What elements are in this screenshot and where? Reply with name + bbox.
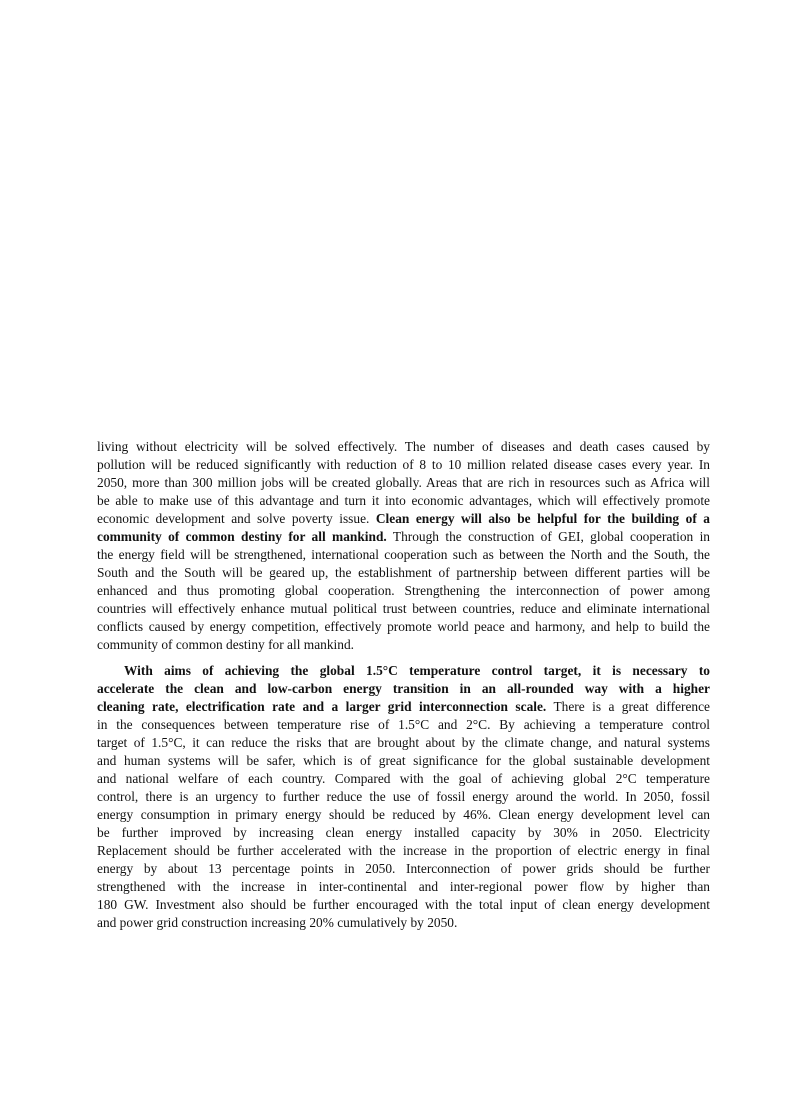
text-line <box>97 510 710 528</box>
body-text: South and the South will be geared up, the establishment of partnership between different parties will be <box>97 565 710 580</box>
body-text: and human systems will be safer, which is of great significance for the global sustainable development <box>97 753 710 768</box>
text-line <box>97 564 710 582</box>
text-line <box>97 914 710 932</box>
body-text: control, there is an urgency to further reduce the use of fossil energy around the world. In 2050, fossil <box>97 789 710 804</box>
body-text: living without electricity will be solved effectively. The number of diseases and death cases caused by <box>97 439 710 454</box>
text-line <box>97 824 710 842</box>
text-line <box>97 474 710 492</box>
text-line <box>97 680 710 698</box>
body-text: Through the construction of GEI, global cooperation in <box>386 529 710 544</box>
text-line <box>97 734 710 752</box>
body-text: energy consumption in primary energy should be reduced by 46%. Clean energy development level can <box>97 807 710 822</box>
body-text: in the consequences between temperature rise of 1.5°C and 2°C. By achieving a temperature control <box>97 717 710 732</box>
bold-text: With aims of achieving the global 1.5°C temperature control target, it is necessary to <box>124 663 710 678</box>
bold-text: accelerate the clean and low-carbon energy transition in an all-rounded way with a higher <box>97 681 710 696</box>
bold-text: cleaning rate, electrification rate and a larger grid interconnection scale. <box>97 699 547 714</box>
body-text: be able to make use of this advantage and turn it into economic advantages, which will effectively promote <box>97 493 710 508</box>
bold-text: Clean energy will also be helpful for the building of a <box>375 511 710 526</box>
text-line <box>97 528 710 546</box>
body-text: countries will effectively enhance mutual political trust between countries, reduce and eliminate international <box>97 601 710 616</box>
body-text: target of 1.5°C, it can reduce the risks that are brought about by the climate change, and natural systems <box>97 735 710 750</box>
text-line <box>97 770 710 788</box>
paragraph <box>97 438 710 654</box>
text-line <box>97 878 710 896</box>
body-text: economic development and solve poverty issue. <box>97 511 376 526</box>
body-text: enhanced and thus promoting global cooperation. Strengthening the interconnection of power among <box>97 583 710 598</box>
text-line <box>97 600 710 618</box>
bold-text: community of common destiny for all mankind. <box>97 529 387 544</box>
body-text: strengthened with the increase in inter-continental and inter-regional power flow by higher than <box>97 879 710 894</box>
body-text: There is a great difference <box>546 699 711 714</box>
text-line <box>97 546 710 564</box>
text-line <box>97 492 710 510</box>
text-line <box>97 438 710 456</box>
text-line <box>97 582 710 600</box>
paragraph <box>97 662 710 932</box>
text-line <box>97 698 710 716</box>
text-line <box>97 806 710 824</box>
body-text: community of common destiny for all mankind. <box>97 637 354 652</box>
text-line <box>97 896 710 914</box>
body-text: the energy field will be strengthened, international cooperation such as between the North and the South, the <box>97 547 710 562</box>
text-line <box>97 860 710 878</box>
body-text: 2050, more than 300 million jobs will be created globally. Areas that are rich in resources such as Africa will <box>97 475 710 490</box>
body-text: energy by about 13 percentage points in 2050. Interconnection of power grids should be further <box>97 861 710 876</box>
body-text: and power grid construction increasing 20% cumulatively by 2050. <box>97 915 458 930</box>
text-line <box>97 752 710 770</box>
body-text: 180 GW. Investment also should be further encouraged with the total input of clean energy development <box>97 897 710 912</box>
text-line <box>97 618 710 636</box>
body-text: Replacement should be further accelerated with the increase in the proportion of electric energy in final <box>97 843 710 858</box>
body-text: conflicts caused by energy competition, effectively promote world peace and harmony, and help to build the <box>97 619 710 634</box>
text-line <box>97 662 710 680</box>
body-text: be further improved by increasing clean energy installed capacity by 30% in 2050. Electricity <box>97 825 710 840</box>
text-line <box>97 788 710 806</box>
document-body <box>97 438 710 940</box>
text-line <box>97 636 710 654</box>
text-line <box>97 716 710 734</box>
text-line <box>97 456 710 474</box>
body-text: pollution will be reduced significantly with reduction of 8 to 10 million related disease cases every year. In <box>97 457 710 472</box>
text-line <box>97 842 710 860</box>
body-text: and national welfare of each country. Compared with the goal of achieving global 2°C temperature <box>97 771 710 786</box>
